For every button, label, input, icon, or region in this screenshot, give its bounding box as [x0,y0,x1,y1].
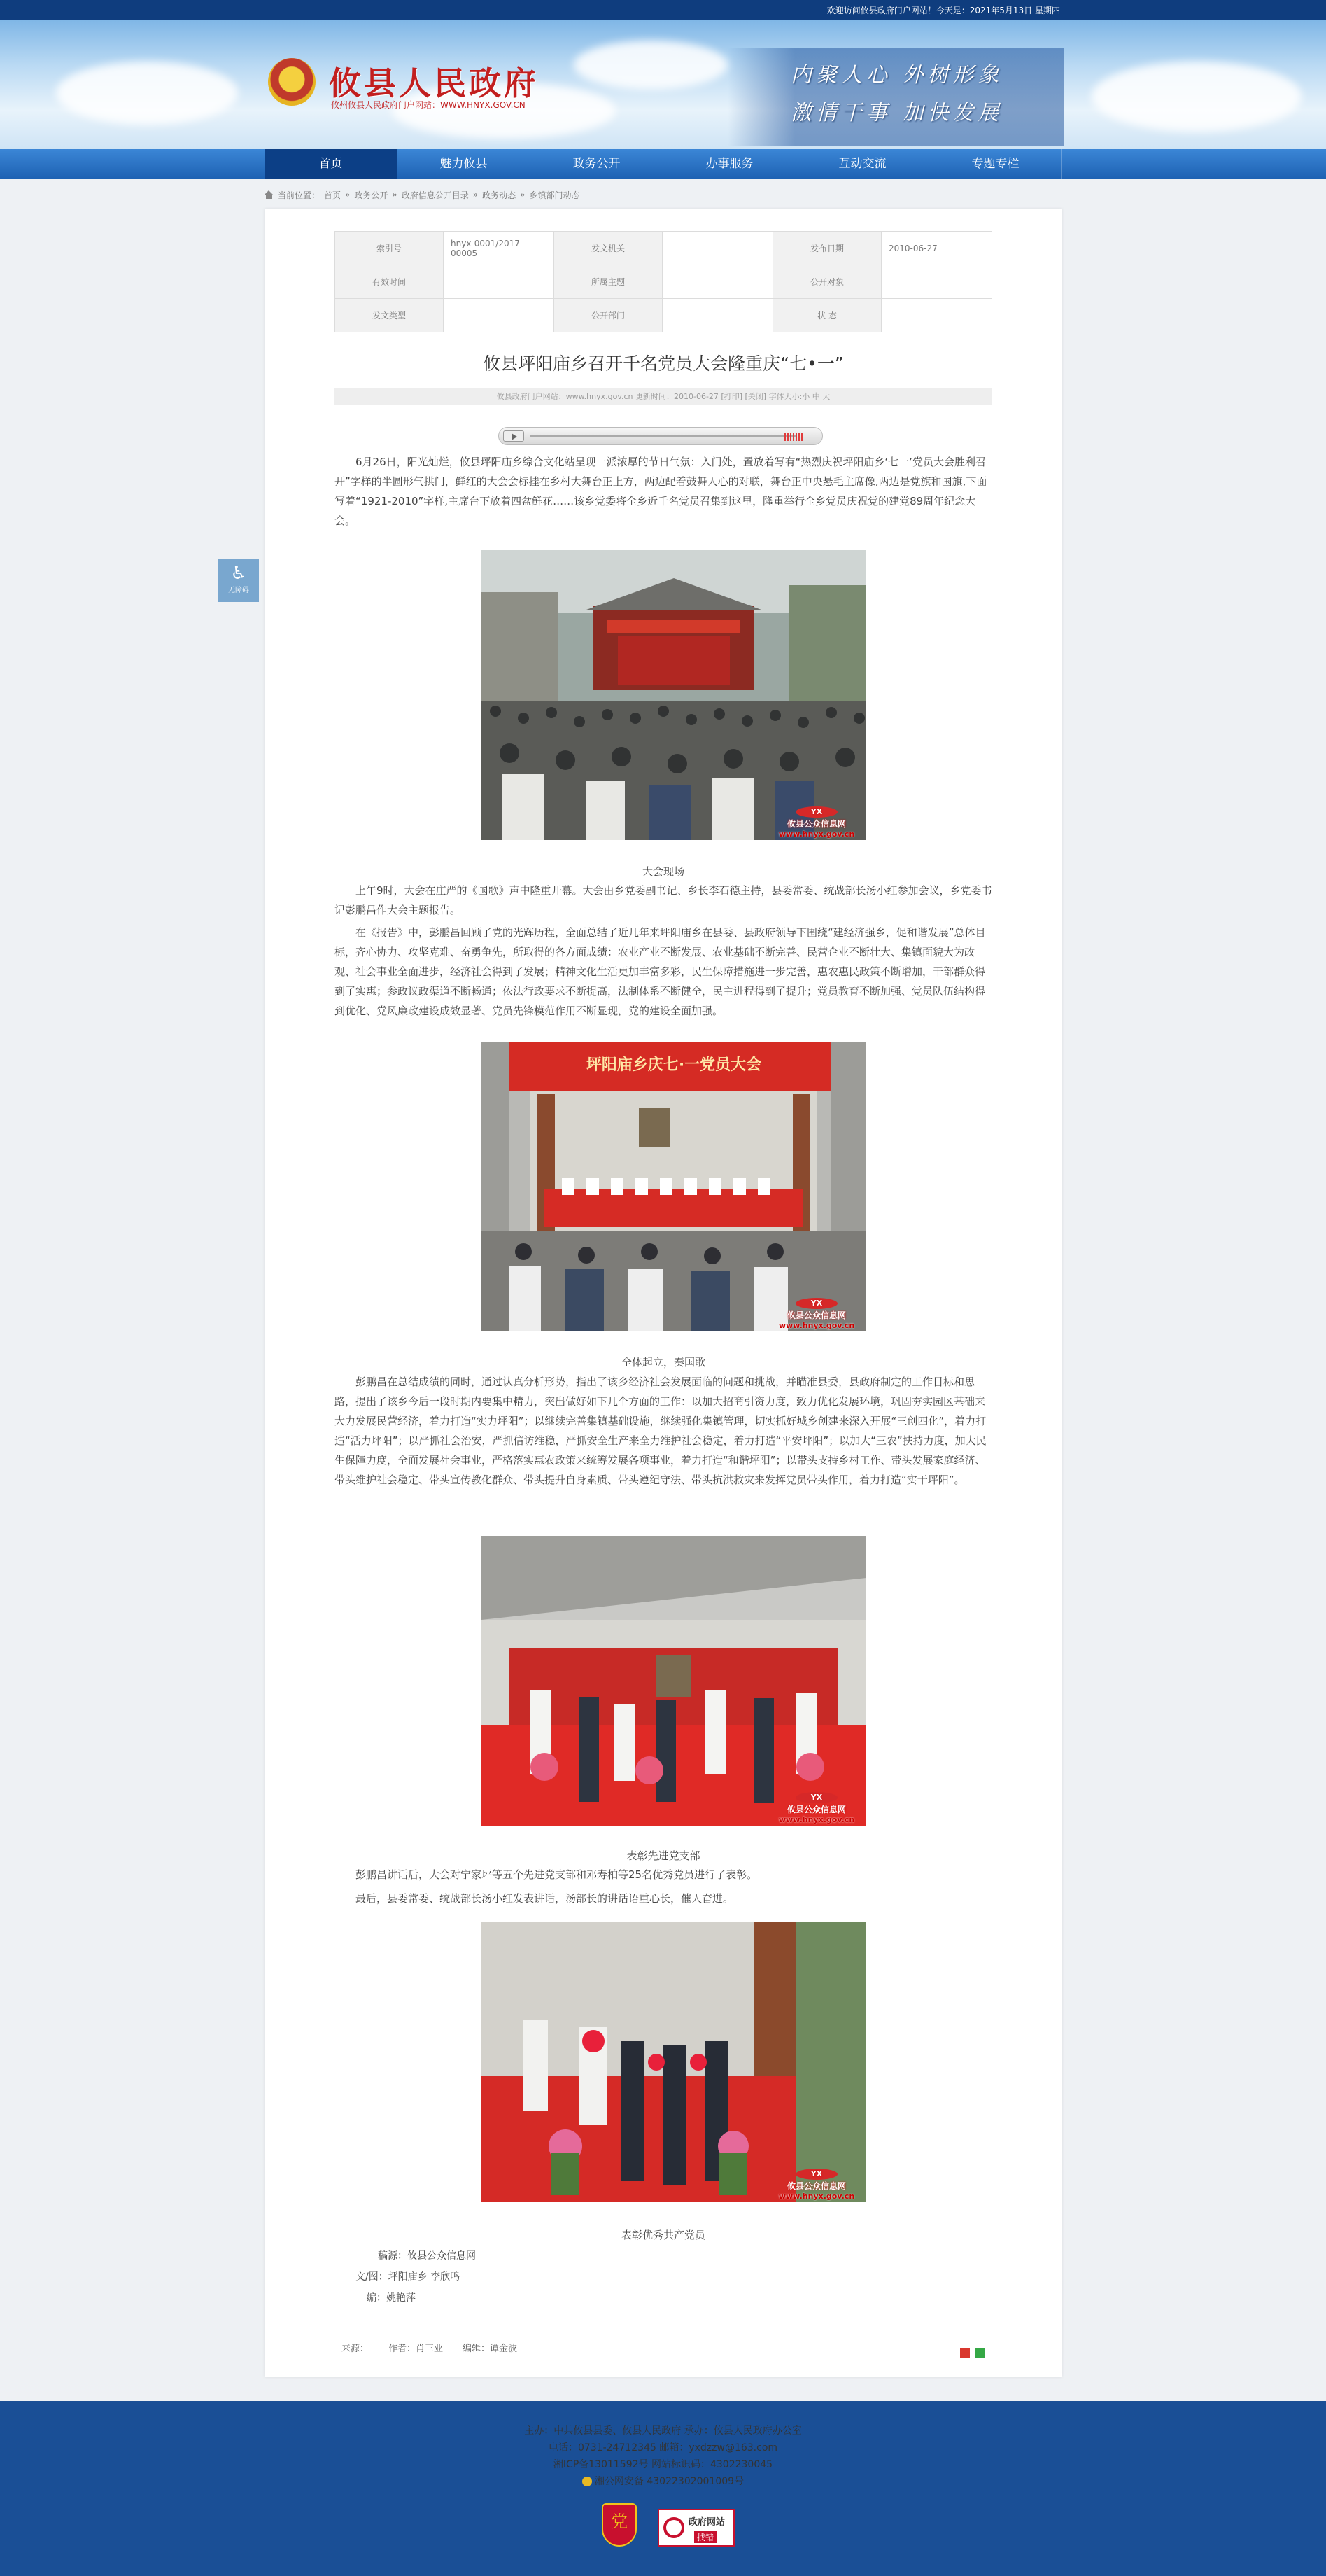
article-footer [341,2341,517,2354]
photo-assembly-image [481,550,866,840]
paragraph-2: 上午9时，大会在庄严的《国歌》声中隆重开幕。大会由乡党委副书记、乡长李石德主持，县委常委、统战部长汤小红参加会议，乡党委书记彭鹏昌作大会主题报告。 [334,884,992,916]
watermark [768,1298,865,1330]
party-gov-badge-icon[interactable]: 党 [602,2503,637,2547]
slogan-panel [728,48,1064,146]
meta-value [663,265,773,299]
meta-key: 公开对象 [773,265,882,299]
nav-item-gov-affairs[interactable]: 政务公开 [530,149,663,178]
watermark [768,2169,865,2201]
meta-value: 2010-06-27 [882,232,992,265]
volume-icon[interactable] [784,433,803,441]
photo-branch-award-image [481,1536,866,1826]
photo-banner-text: 坪阳庙乡庆七·一党员大会 [586,1056,762,1074]
meta-key: 发文类型 [335,299,444,332]
article-info[interactable]: 攸县政府门户网站：www.hnyx.gov.cn 更新时间：2010-06-27 [打印] [关闭] 字体大小:小 中 大 [334,388,992,405]
source-label: 来源： [341,2344,369,2354]
credit-source: 稿源：攸县公众信息网 [378,2250,476,2262]
share-icon[interactable] [960,2348,970,2358]
meta-key: 所属主题 [554,265,663,299]
nav-item-services[interactable]: 办事服务 [663,149,796,178]
welcome-text: 欢迎访问攸县政府门户网站！今天是：2021年5月13日 星期四 [826,6,1060,15]
watermark-url: www.hnyx.gov.cn [778,2192,855,2201]
watermark-url: www.hnyx.gov.cn [778,1321,855,1330]
breadcrumb-link-dynamics[interactable]: 政务动态 [482,190,516,200]
breadcrumb-link-home[interactable]: 首页 [324,190,341,200]
slogan-line-1: 内聚人心 外树形象 [791,63,1003,88]
photo-member-award-image [481,1922,866,2202]
top-bar [0,0,1326,20]
nav-item-topics[interactable]: 专题专栏 [929,149,1062,178]
meta-value [882,299,992,332]
photo-assembly [481,550,866,840]
nav-item-interaction[interactable]: 互动交流 [796,149,929,178]
footer-sponsor: 主办：中共攸县县委、攸县人民政府 承办：攸县人民政府办公室 [524,2426,802,2437]
search-icon [663,2517,684,2538]
breadcrumb-link-town[interactable]: 乡镇部门动态 [529,190,580,200]
footer-police[interactable]: 湘公网安备 43022302001009号 [0,2474,1326,2488]
wechat-icon[interactable] [975,2348,985,2358]
credit-photo: 文/图：坪阳庙乡 李欣鸣 [355,2272,460,2283]
meta-value [444,265,554,299]
audio-player[interactable] [498,427,823,445]
photo-anthem [481,1042,866,1331]
meta-value [663,232,773,265]
breadcrumb-link-gov[interactable]: 政务公开 [354,190,388,200]
police-badge-icon [582,2477,592,2486]
watermark [768,1792,865,1824]
watermark-logo: YX [796,806,838,818]
meta-value [882,265,992,299]
watermark-logo: YX [796,1298,838,1309]
watermark [768,806,865,839]
breadcrumb-label: 当前位置： [278,190,320,200]
paragraph-3: 在《报告》中，彭鹏昌回顾了党的光辉历程，全面总结了近几年来坪阳庙乡在县委、县政府领导下围绕“建经济强乡，促和谐发展”总体目标，齐心协力、攻坚克难、奋勇争先，所取得的各方面成绩：农业产业不断发展、农业基础不断完善、民营企业不断壮大、集镇面貌大为改观、社会事业全面进步，经济社会得到了发展；精神文化生活更加丰富多彩，民生保障措施进一步完善，惠农惠民政策不断增加，干部群众得到了实惠；参政议政渠道不断畅通；依法行政要求不断提高，法制体系不断健全，民主进程得到了提升；党员教育不断加强、党员队伍结构得到优化、党风廉政建设成效显著、党员先锋模范作用不断显现，党的建设全面加强。 [334,926,986,1017]
footer-contact: 电话：0731-24712345 邮箱：yxdzzw@163.com [548,2442,778,2454]
credit-editor: 编：姚艳萍 [367,2292,416,2304]
photo-branch-award [481,1536,866,1826]
meta-value: hnyx-0001/2017-00005 [444,232,554,265]
meta-value [444,299,554,332]
home-icon [265,190,274,199]
watermark-url: www.hnyx.gov.cn [778,1815,855,1824]
meta-key: 有效时间 [335,265,444,299]
watermark-url: www.hnyx.gov.cn [778,830,855,839]
paragraph-4: 彭鹏昌在总结成绩的同时，通过认真分析形势，指出了该乡经济社会发展面临的问题和挑战，并瞄准县委，县政府制定的工作目标和思路，提出了该乡今后一段时期内要集中精力，突出做好如下几个方面的工作：以加大招商引资力度，致力优化发展环境，巩固夯实园区基础来大力发展民营经济，着力打造“实力坪阳”；以继续完善集镇基础设施，继续强化集镇管理，切实抓好城乡创建来深入开展“三创四化”，着力打造“活力坪阳”；以严抓社会治安，严抓信访维稳，严抓安全生产来全力维护社会稳定，着力打造“平安坪阳”；以加大“三农”扶持力度，加大民生保障力度，全面发展社会事业，严格落实惠农政策来统筹发展各项事业，着力打造“和谐坪阳”；以带头支持乡村工作、带头发展家庭经济、带头维护社会稳定、带头宣传教化群众、带头提升自身素质、带头遵纪守法、带头抗洪救灾来发挥党员带头作用，着力打造“实干坪阳”。 [334,1376,987,1486]
site-subtitle: 攸州攸县人民政府门户网站：WWW.HNYX.GOV.CN [331,100,526,110]
meta-key: 索引号 [335,232,444,265]
metadata-table [334,231,992,332]
paragraph-6: 最后，县委常委、统战部长汤小红发表讲话，汤部长的讲话语重心长，催人奋进。 [355,1892,734,1905]
author-label: 作者：肖三业 [388,2344,444,2354]
watermark-logo: YX [796,1792,838,1803]
breadcrumb-link-catalog[interactable]: 政府信息公开目录 [401,190,469,200]
nav-item-charm[interactable]: 魅力攸县 [397,149,530,178]
paragraph-5: 彭鹏昌讲话后，大会对宁家坪等五个先进党支部和邓寿柏等25名优秀党员进行了表彰。 [355,1868,758,1881]
wheelchair-icon: ♿ [230,563,247,584]
report-error-button[interactable] [658,2509,735,2547]
breadcrumb: 当前位置： 首页 » 政务公开 » 政府信息公开目录 » 政务动态 » 乡镇部门动态 [265,188,579,202]
watermark-text: 攸县公众信息网 [787,819,846,829]
meta-key: 发文机关 [554,232,663,265]
caption-4: 表彰优秀共产党员 [621,2229,705,2241]
photo-anthem-image [481,1042,866,1331]
watermark-text: 攸县公众信息网 [787,2181,846,2191]
meta-key: 发布日期 [773,232,882,265]
progress-track[interactable] [530,435,796,438]
watermark-text: 攸县公众信息网 [787,1805,846,1814]
caption-1: 大会现场 [642,865,684,878]
credits [334,2246,992,2309]
accessibility-button[interactable] [218,559,259,602]
watermark-logo: YX [796,2169,838,2180]
meta-key: 公开部门 [554,299,663,332]
report-error-title: 政府网站 [689,2517,726,2528]
caption-3: 表彰先进党支部 [626,1849,700,1862]
site-title[interactable]: 攸县人民政府 [329,64,539,102]
report-error-label: 找错 [694,2531,717,2543]
editor-label: 编辑：谭金波 [463,2344,518,2354]
article-title: 攸县坪阳庙乡召开千名党员大会隆重庆“七•一” [483,354,844,374]
slogan-line-2: 激情干事 加快发展 [791,101,1003,125]
header-banner: ★ 攸县人民政府 攸州攸县人民政府门户网站：WWW.HNYX.GOV.CN 内聚人心 外树形象 激情干事 加快发展 [0,20,1326,149]
play-icon[interactable] [503,430,524,442]
paragraph-1: 6月26日，阳光灿烂，攸县坪阳庙乡综合文化站呈现一派浓厚的节日气氛：入门处，置放着写有“热烈庆祝坪阳庙乡‘七一’党员大会胜利召开”字样的半圆形气拱门，鲜红的大会会标挂在乡村大舞台正上方，两边配着鼓舞人心的对联，舞台正中央悬毛主席像,两边是党旗和国旗,下面写着“1921-2010”字样,主席台下放着四盆鲜花……该乡党委将全乡近千名党员召集到这里，隆重举行全乡党员庆祝党的建党89周年纪念大会。 [334,456,987,527]
footer-icp[interactable]: 湘ICP备13011592号 网站标识码：4302230045 [553,2459,773,2470]
main-nav [0,149,1326,178]
caption-2: 全体起立，奏国歌 [621,1356,705,1368]
watermark-text: 攸县公众信息网 [787,1310,846,1320]
meta-key: 状 态 [773,299,882,332]
meta-value [663,299,773,332]
photo-member-award [481,1922,866,2202]
nav-item-home[interactable]: 首页 [265,149,397,178]
accessibility-label: 无障碍 [228,587,249,594]
